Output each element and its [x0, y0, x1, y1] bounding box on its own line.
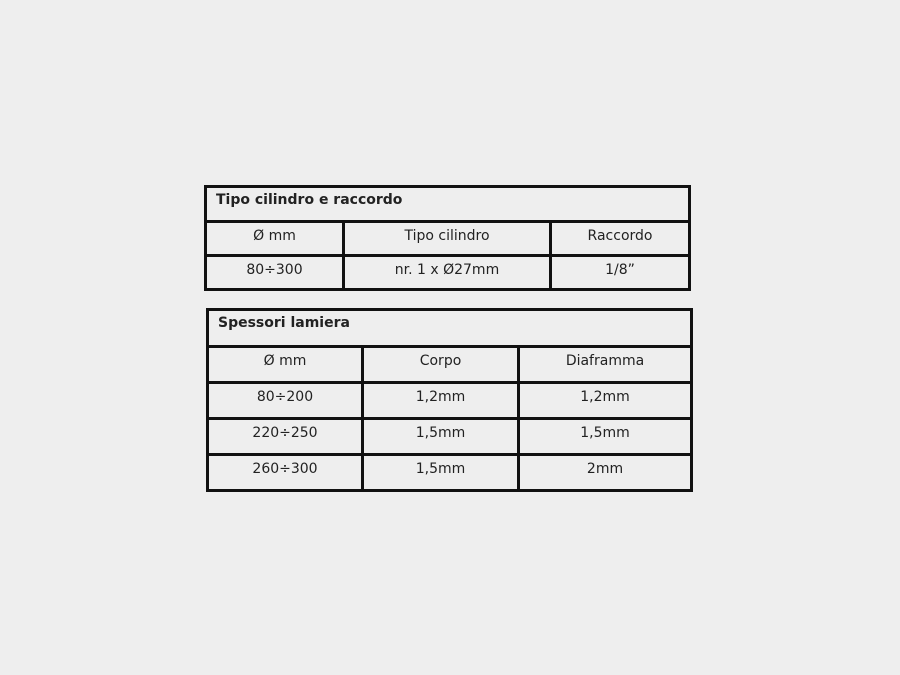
table-cell: 260÷300 [208, 455, 363, 491]
column-header-diameter: Ø mm [208, 347, 363, 383]
column-header-diameter: Ø mm [206, 222, 344, 256]
table-header-row [206, 222, 690, 256]
table-header-row [208, 347, 692, 383]
table-cell: 1,5mm [363, 419, 519, 455]
table-title-row [206, 187, 690, 222]
table-cell: 1,5mm [519, 419, 692, 455]
table-cell: 80÷200 [208, 383, 363, 419]
table-cell: 1/8” [551, 256, 690, 290]
table-title: Spessori lamiera [208, 310, 692, 347]
sheet-thickness-table [206, 308, 693, 492]
table-cell: 80÷300 [206, 256, 344, 290]
cylinder-fitting-table [204, 185, 691, 291]
table-row [206, 256, 690, 290]
table-row [208, 455, 692, 491]
column-header-cylinder-type: Tipo cilindro [344, 222, 551, 256]
table-cell: nr. 1 x Ø27mm [344, 256, 551, 290]
column-header-fitting: Raccordo [551, 222, 690, 256]
table-row [208, 383, 692, 419]
table-cell: 220÷250 [208, 419, 363, 455]
table-cell: 2mm [519, 455, 692, 491]
table-title: Tipo cilindro e raccordo [206, 187, 690, 222]
table-cell: 1,2mm [519, 383, 692, 419]
table-title-row [208, 310, 692, 347]
column-header-diaphragm: Diaframma [519, 347, 692, 383]
table-cell: 1,2mm [363, 383, 519, 419]
column-header-body: Corpo [363, 347, 519, 383]
table-cell: 1,5mm [363, 455, 519, 491]
table-row [208, 419, 692, 455]
